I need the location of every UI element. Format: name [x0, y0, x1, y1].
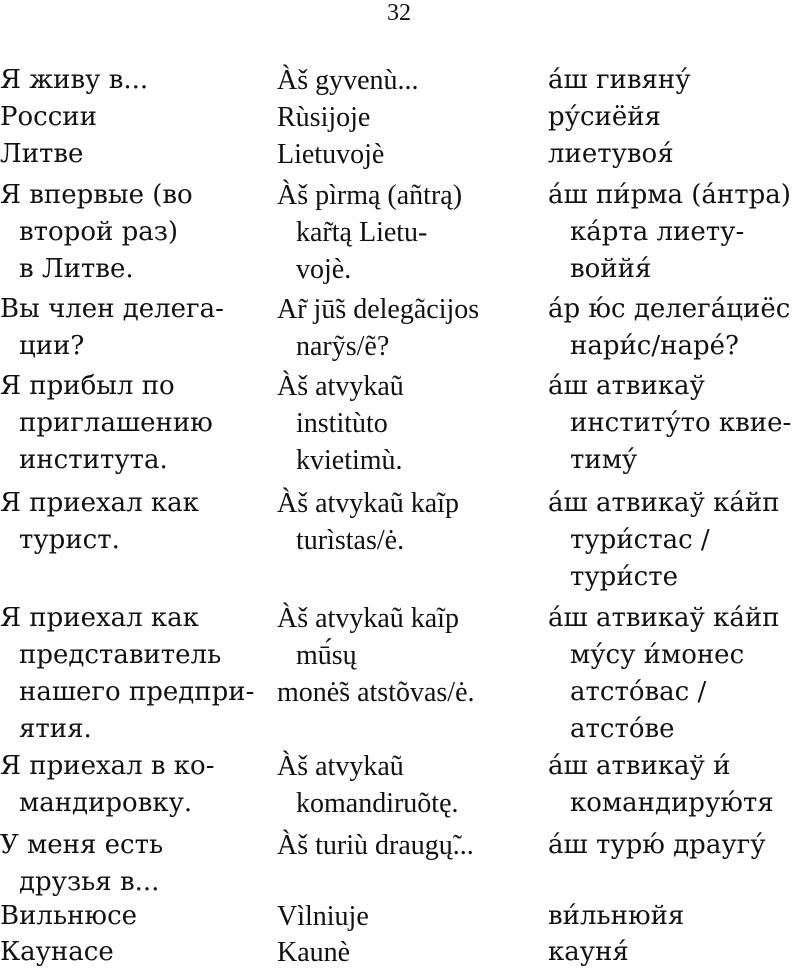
ru-cell	[0, 368, 213, 479]
lt-line: kvietimù.	[296, 445, 403, 476]
ru-line: в Литве.	[19, 254, 134, 284]
ru-line: Я прибыл по	[0, 371, 175, 401]
lt-line: mū́sų	[296, 640, 357, 671]
ru-cell	[0, 898, 137, 935]
tr-cell	[548, 62, 691, 99]
lt-line: Àš turiù draugų̃...	[277, 830, 474, 861]
ru-line: Вильнюсе	[0, 901, 138, 931]
lt-line: Àš atvykaũ	[277, 371, 404, 402]
lt-cell	[277, 485, 459, 559]
lt-line: Lietuvojè	[277, 139, 385, 170]
ru-line: У меня есть	[0, 830, 164, 860]
tr-line: лиетувоя́	[548, 139, 674, 169]
tr-line: нари́с/наре́?	[570, 331, 739, 361]
ru-line: приглашению	[19, 408, 213, 438]
lt-cell	[277, 62, 419, 99]
tr-line: áш атвикаў	[548, 371, 705, 401]
tr-line: ру́сиёйя	[548, 102, 661, 132]
tr-line: áш атвикаў кáйп	[548, 603, 780, 633]
ru-line: друзья в...	[19, 867, 160, 897]
ru-line: Я приехал как	[0, 603, 199, 633]
lt-cell	[277, 748, 459, 822]
lt-line: Rùsijoje	[277, 102, 371, 133]
lt-line: Kaunè	[277, 937, 351, 968]
lt-line: vojè.	[296, 254, 352, 285]
ru-line: турист.	[19, 525, 120, 555]
lt-cell	[277, 368, 404, 479]
tr-line: áш турю́ драугу́	[548, 830, 766, 860]
ru-line: представитель	[19, 640, 222, 670]
ru-line: Литве	[0, 139, 84, 169]
ru-cell	[0, 177, 193, 288]
ru-cell	[0, 748, 215, 822]
lt-cell	[277, 898, 369, 935]
ru-line: ятия.	[19, 714, 92, 744]
lt-line: monė̃s atstõvas/ė.	[277, 677, 475, 708]
tr-line: атстóве	[570, 714, 675, 744]
lt-cell	[277, 177, 462, 288]
tr-line: áш гивяну́	[548, 65, 691, 95]
lt-line: Àš gyvenù...	[277, 65, 419, 96]
ru-line: института.	[19, 445, 168, 475]
lt-line: kar̃tą Lietu-	[296, 217, 428, 248]
lt-line: turìstas/ė.	[296, 525, 405, 556]
tr-line: тури́стас /	[570, 525, 710, 555]
tr-line: институ́то квие-	[570, 408, 792, 438]
tr-line: атстóвас /	[570, 677, 707, 707]
lt-cell	[277, 934, 350, 971]
tr-cell	[548, 99, 661, 136]
ru-cell	[0, 485, 199, 559]
lt-line: Ar̃ jū̃s delegãcijos	[277, 294, 480, 325]
lt-cell	[277, 136, 384, 173]
tr-line: кауня́	[548, 937, 629, 967]
ru-line: нашего предпри-	[19, 677, 255, 707]
ru-line: второй раз)	[19, 217, 179, 247]
tr-cell	[548, 291, 790, 365]
ru-line: Я живу в...	[0, 65, 149, 95]
tr-cell	[548, 177, 791, 288]
tr-cell	[548, 136, 674, 173]
lt-cell	[277, 99, 370, 136]
tr-cell	[548, 368, 791, 479]
ru-cell	[0, 62, 148, 99]
lt-cell	[277, 600, 475, 711]
lt-line: institùto	[296, 408, 388, 439]
lt-cell	[277, 291, 479, 365]
tr-cell	[548, 748, 774, 822]
ru-line: Я впервые (во	[0, 180, 193, 210]
tr-cell	[548, 898, 684, 935]
page-number: 32	[387, 0, 411, 26]
ru-cell	[0, 291, 224, 365]
ru-line: Я приехал как	[0, 488, 199, 518]
lt-line: narỹs/ẽ?	[296, 331, 390, 362]
ru-line: России	[0, 102, 97, 132]
ru-line: Каунасе	[0, 937, 114, 967]
tr-line: командирую́тя	[570, 788, 774, 818]
lt-line: Vìlniuje	[277, 901, 369, 932]
tr-line: áш атвикаў и́	[548, 751, 731, 781]
tr-cell	[548, 827, 766, 864]
tr-cell	[548, 485, 780, 596]
ru-cell	[0, 827, 163, 901]
lt-line: Àš atvykaũ kaĩp	[277, 603, 459, 634]
tr-line: ви́льнюйя	[548, 901, 685, 931]
tr-line: тиму́	[570, 445, 638, 475]
ru-cell	[0, 600, 254, 748]
ru-line: ции?	[19, 331, 85, 361]
tr-cell	[548, 600, 780, 748]
tr-line: áр ю́с делегáциёс	[548, 294, 791, 324]
lt-line: Àš atvykaũ kaĩp	[277, 488, 459, 519]
ru-cell	[0, 136, 83, 173]
ru-cell	[0, 934, 114, 971]
ru-line: мандировку.	[19, 788, 193, 818]
ru-line: Вы член делега-	[0, 294, 224, 324]
tr-line: тури́сте	[570, 562, 678, 592]
tr-line: воййя́	[570, 254, 652, 284]
lt-cell	[277, 827, 474, 864]
ru-cell	[0, 99, 97, 136]
lt-line: Àš pìrmą (añtrą)	[277, 180, 463, 211]
lt-line: Àš atvykaũ	[277, 751, 404, 782]
ru-line: Я приехал в ко-	[0, 751, 215, 781]
tr-line: áш атвикаў кáйп	[548, 488, 780, 518]
lt-line: komandiruõtę.	[296, 788, 459, 819]
tr-line: áш пи́рма (áнтра)	[548, 180, 791, 210]
tr-cell	[548, 934, 629, 971]
tr-line: кáрта лиету-	[570, 217, 745, 247]
tr-line: му́су и́монес	[570, 640, 745, 670]
